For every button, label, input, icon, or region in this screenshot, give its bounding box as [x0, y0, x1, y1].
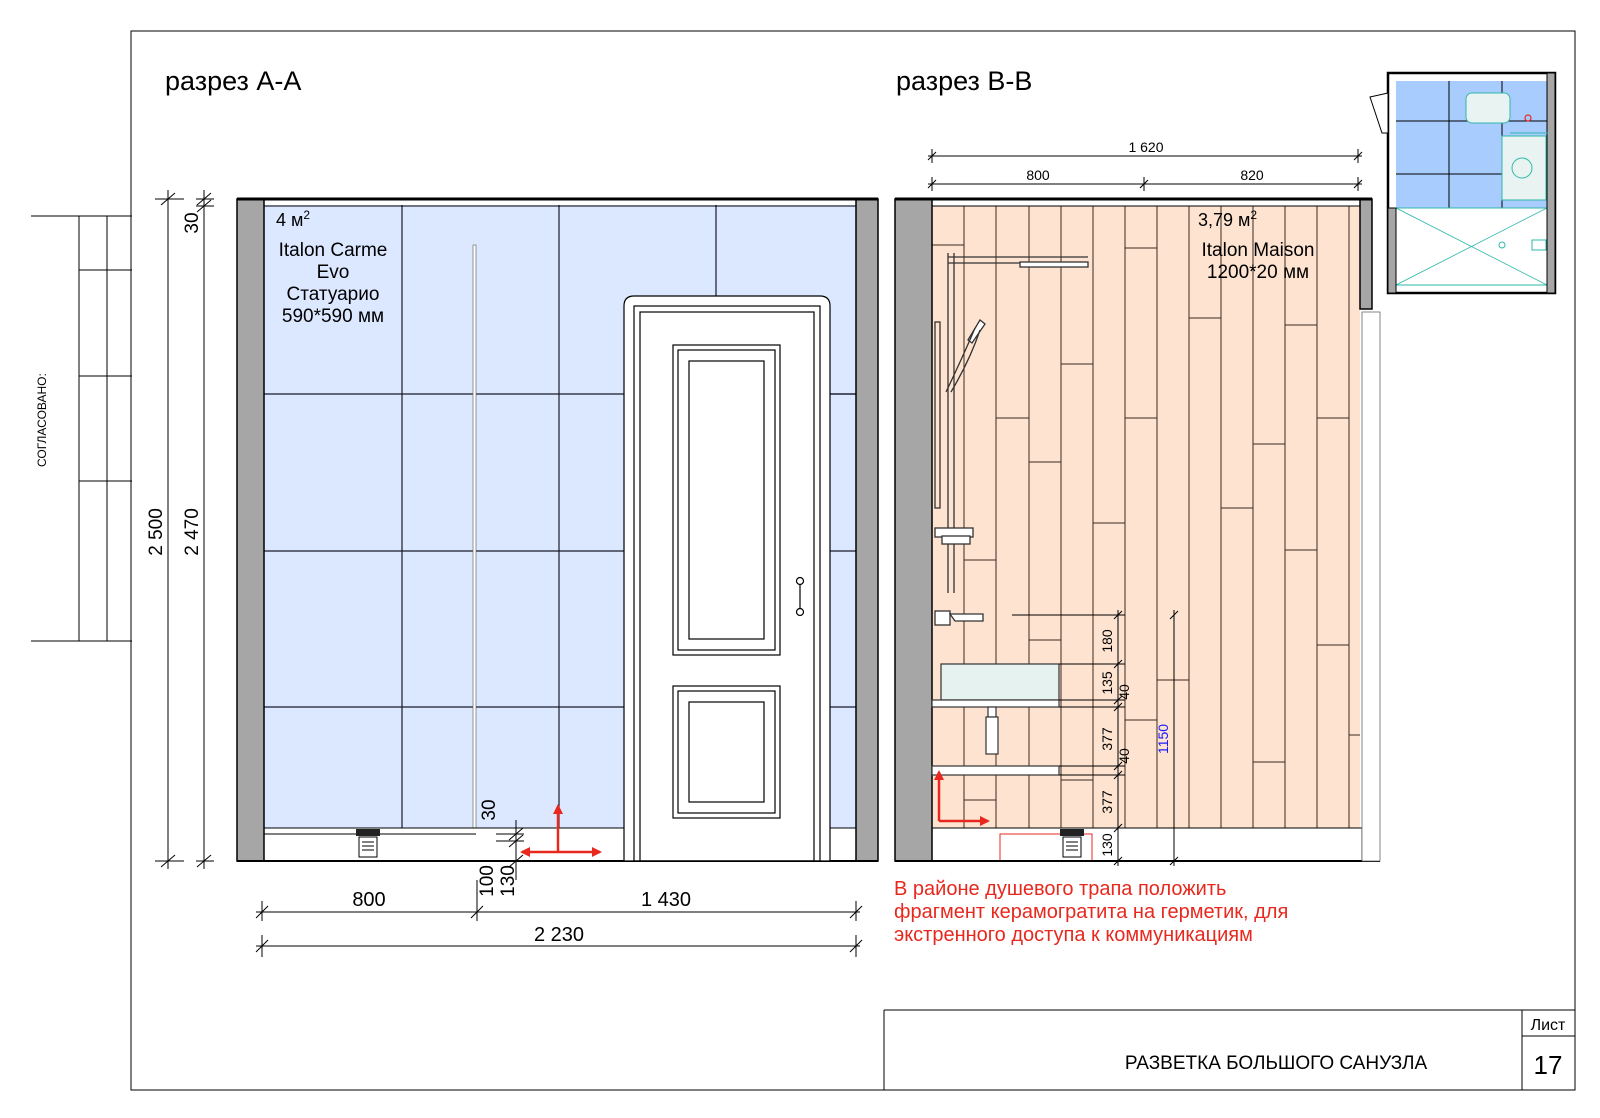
approved-label: СОГЛАСОВАНО: [35, 373, 49, 467]
section-a-title: разрез А-А [165, 66, 302, 96]
note-line3: экстренного доступа к коммуникациям [894, 924, 1253, 946]
dim-b-130: 130 [1099, 833, 1115, 857]
dim-b-180: 180 [1099, 629, 1115, 653]
dim-a-height-inner: 2 470 [182, 508, 203, 556]
section-b-tile-line2: 1200*20 мм [1206, 262, 1310, 283]
section-b-title: разрез В-В [896, 66, 1033, 96]
section-a-tile-line1: Italon Carme [278, 240, 388, 261]
dim-b-40b: 40 [1116, 748, 1132, 764]
dim-a-width-total: 2 230 [533, 924, 585, 946]
door [624, 296, 830, 861]
dim-a-100: 100 [477, 865, 498, 897]
title-block [884, 1010, 1575, 1090]
dim-b-left: 800 [1026, 167, 1050, 183]
sheet-title: РАЗВЕТКА БОЛЬШОГО САНУЗЛА [1124, 1053, 1428, 1074]
section-b-top-dims [928, 149, 1362, 191]
sheet-number: 17 [1533, 1050, 1563, 1080]
note-line2: фрагмент керамогратита на герметик, для [894, 901, 1289, 923]
section-a-area: 4 $м^2$ [276, 208, 311, 230]
section-a-tile-line2: Evo [316, 262, 350, 283]
dim-a-height-total: 2 500 [146, 508, 167, 556]
note-line1: В районе душевого трапа положить [894, 878, 1227, 900]
section-a-tile-line3: Статуарио [286, 284, 380, 305]
dim-b-377b: 377 [1099, 790, 1115, 814]
dim-b-total: 1 620 [1128, 139, 1164, 155]
dim-a-30: 30 [479, 799, 500, 821]
section-b-area: 3,79 $м^2$ [1198, 208, 1258, 230]
dim-a-width-right: 1 430 [640, 889, 692, 911]
dim-b-135: 135 [1099, 671, 1115, 695]
dim-a-top: 30 [182, 212, 203, 234]
sheet-label: Лист [1530, 1017, 1566, 1034]
dim-b-40a: 40 [1116, 684, 1132, 700]
dim-b-1150: 1150 [1155, 723, 1171, 755]
section-a-tile-line4: 590*590 мм [281, 306, 385, 327]
dim-b-377a: 377 [1099, 727, 1115, 751]
mini-floor-plan [1370, 73, 1555, 293]
dim-a-width-left: 800 [352, 889, 386, 911]
section-b-tile-line1: Italon Maison [1201, 240, 1315, 261]
dim-a-130: 130 [498, 865, 519, 897]
dim-b-right: 820 [1240, 167, 1264, 183]
